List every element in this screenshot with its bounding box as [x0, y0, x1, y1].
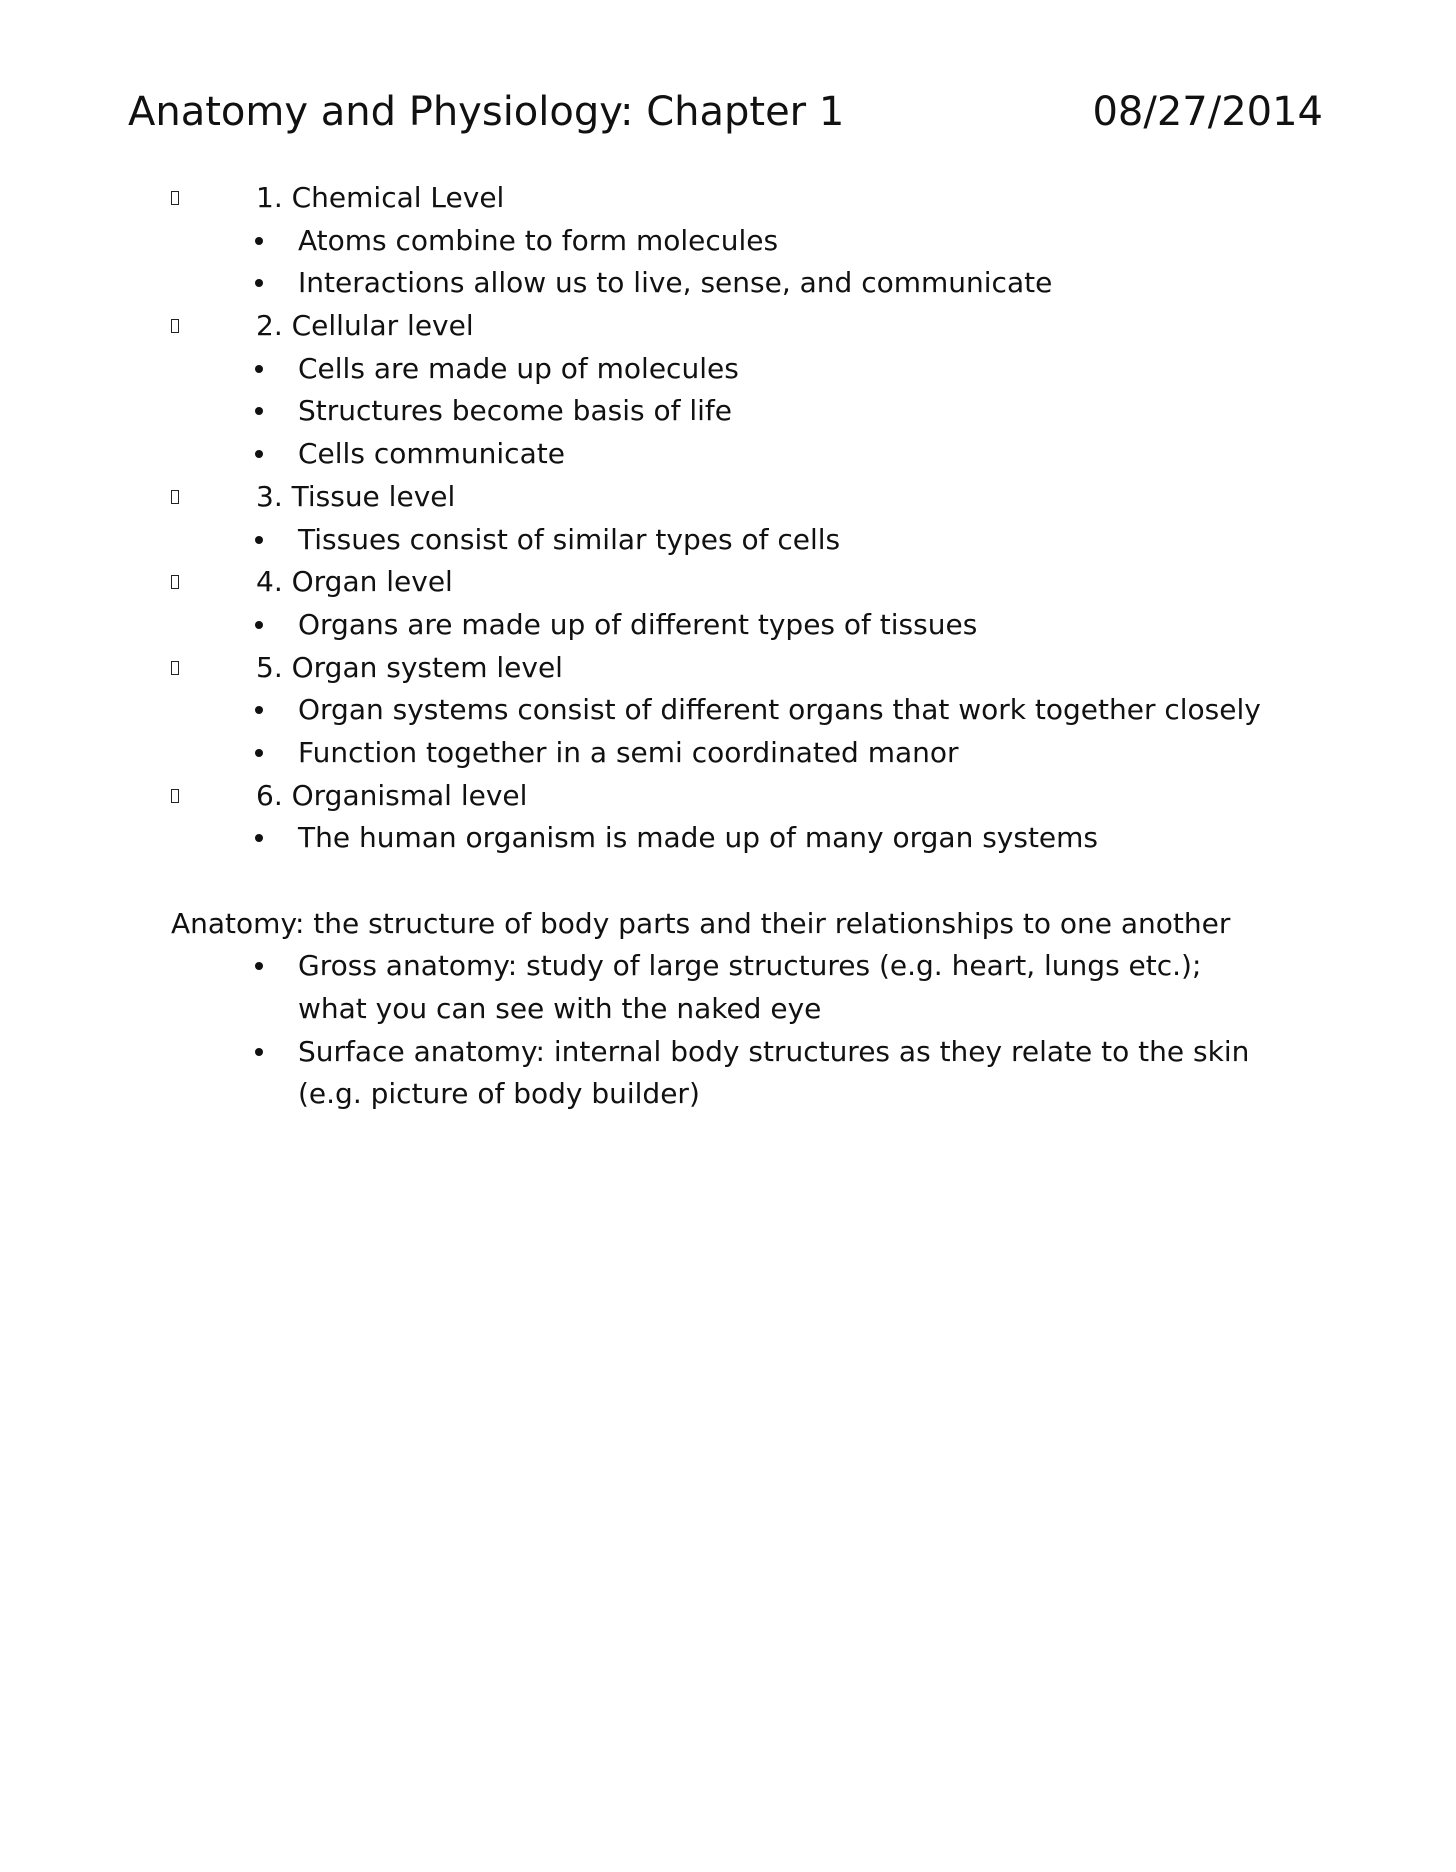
bullet-item — [0, 220, 1456, 263]
missing-glyph-icon — [171, 490, 179, 504]
bullet-text: Atoms combine to form molecules — [298, 223, 779, 257]
missing-glyph-icon — [171, 661, 179, 675]
bullet-icon — [255, 279, 263, 287]
level-label: 6. Organismal level — [256, 778, 528, 812]
level-heading — [0, 647, 1456, 690]
level-label: 5. Organ system level — [256, 650, 563, 684]
level-label: 1. Chemical Level — [256, 181, 505, 214]
bullet-text: (e.g. picture of body builder) — [298, 1077, 700, 1111]
anatomy-definition — [0, 903, 1456, 946]
bullet-item — [0, 732, 1456, 775]
level-label: 2. Cellular level — [256, 309, 474, 343]
bullet-item — [0, 519, 1456, 562]
bullet-icon — [255, 706, 263, 714]
document-header — [128, 82, 1323, 142]
bullet-icon — [255, 536, 263, 544]
bullet-icon — [255, 834, 263, 842]
bullet-item — [0, 1073, 1456, 1116]
anatomy-definition-text: Anatomy: the structure of body parts and their relationships to one another — [171, 906, 1231, 940]
bullet-icon — [255, 962, 263, 970]
document-date: 08/27/2014 — [1092, 89, 1323, 135]
missing-glyph-icon — [171, 789, 179, 803]
bullet-item — [0, 988, 1456, 1031]
bullet-item — [0, 689, 1456, 732]
bullet-text: Organ systems consist of different organs that work together closely — [298, 693, 1261, 727]
bullet-text: Interactions allow us to live, sense, and communicate — [298, 266, 1053, 300]
bullet-item — [0, 348, 1456, 391]
bullet-text: Cells communicate — [298, 437, 565, 471]
bullet-text: Structures become basis of life — [298, 394, 732, 428]
level-heading — [0, 177, 1456, 220]
missing-glyph-icon — [171, 319, 179, 333]
bullet-icon — [255, 407, 263, 415]
level-label: 3. Tissue level — [256, 479, 456, 513]
bullet-item — [0, 262, 1456, 305]
bullet-icon — [255, 621, 263, 629]
bullet-icon — [255, 749, 263, 757]
bullet-item — [0, 390, 1456, 433]
bullet-text: Cells are made up of molecules — [298, 351, 739, 385]
bullet-item — [0, 1031, 1456, 1074]
bullet-item — [0, 604, 1456, 647]
level-heading — [0, 476, 1456, 519]
level-heading — [0, 775, 1456, 818]
bullet-text: The human organism is made up of many organ systems — [298, 821, 1099, 855]
bullet-text: Function together in a semi coordinated manor — [298, 735, 959, 769]
bullet-item — [0, 945, 1456, 988]
level-heading — [0, 561, 1456, 604]
bullet-icon — [255, 1048, 263, 1056]
bullet-icon — [255, 365, 263, 373]
bullet-text: Gross anatomy: study of large structures (e.g. heart, lungs etc.); — [298, 949, 1202, 983]
bullet-item — [0, 817, 1456, 860]
level-heading — [0, 305, 1456, 348]
missing-glyph-icon — [171, 575, 179, 589]
level-label: 4. Organ level — [256, 565, 453, 599]
bullet-icon — [255, 237, 263, 245]
notes-outline — [0, 177, 1456, 1116]
bullet-text: Organs are made up of different types of tissues — [298, 607, 978, 641]
bullet-text: Surface anatomy: internal body structures as they relate to the skin — [298, 1034, 1250, 1068]
bullet-icon — [255, 450, 263, 458]
bullet-text: Tissues consist of similar types of cells — [298, 522, 841, 556]
document-title: Anatomy and Physiology: Chapter 1 — [128, 89, 845, 135]
missing-glyph-icon — [171, 191, 179, 205]
blank-line — [0, 860, 1456, 903]
bullet-item — [0, 433, 1456, 476]
bullet-text: what you can see with the naked eye — [298, 992, 822, 1026]
